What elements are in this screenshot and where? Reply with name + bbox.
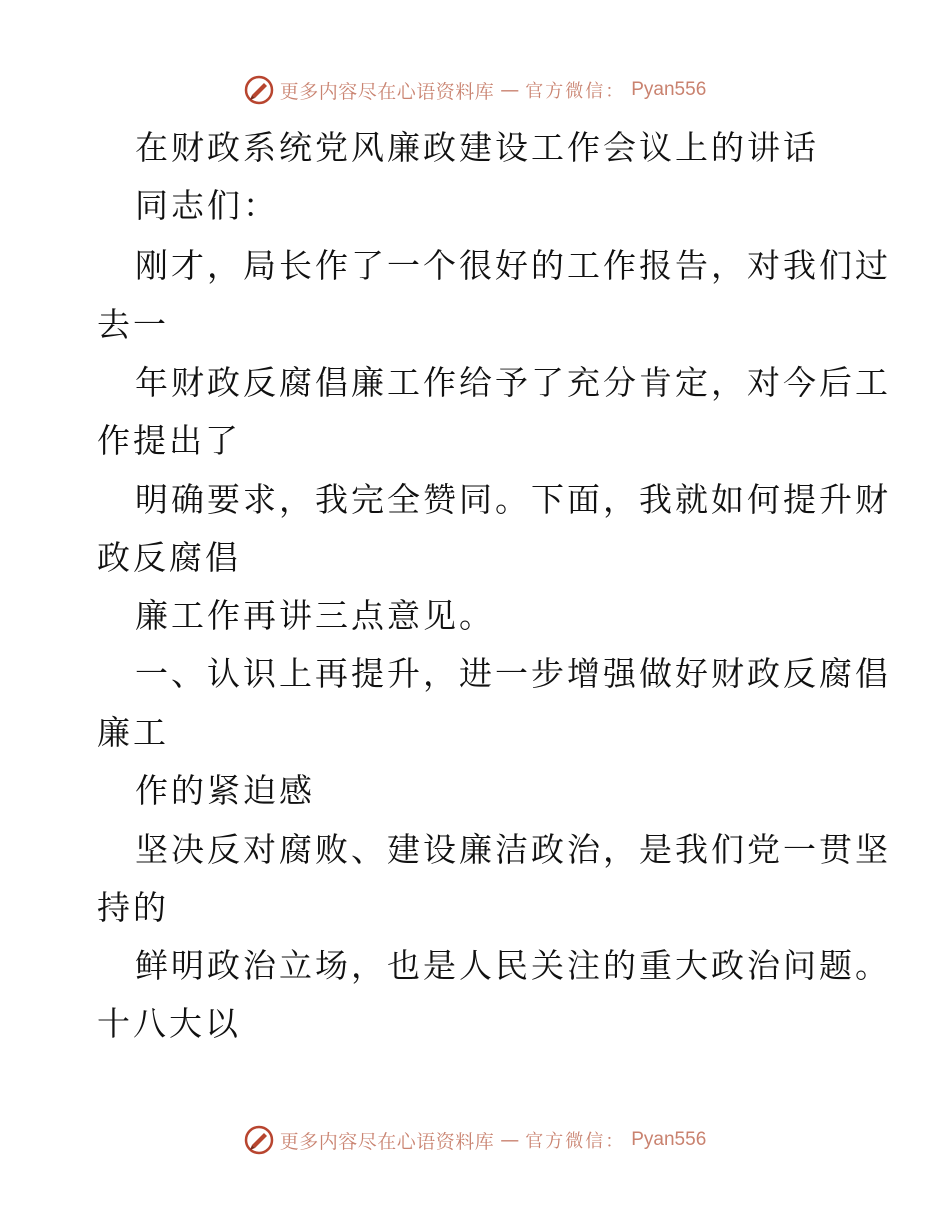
banner-wechat-id: Pyan556	[631, 1129, 707, 1150]
banner-wechat-label: 官方微信：	[525, 81, 626, 102]
salutation: 同志们：	[135, 186, 279, 225]
banner-wechat-label: 官方微信：	[525, 1131, 626, 1152]
footer-banner	[0, 1120, 950, 1160]
text-line: 鲜明政治立场，也是人民关注的重大政治问题。	[135, 946, 891, 985]
section-heading-cont: 廉工	[97, 713, 169, 752]
text-line: 持的	[97, 888, 169, 927]
text-line: 刚才，局长作了一个很好的工作报告，对我们过	[135, 246, 891, 285]
text-line: 政反腐倡	[97, 538, 241, 577]
text-line: 明确要求，我完全赞同。下面，我就如何提升财	[135, 480, 891, 519]
text-line: 去一	[97, 305, 169, 344]
banner-dash: —	[500, 1129, 520, 1151]
text-line: 十八大以	[97, 1004, 241, 1043]
banner-dash: —	[500, 79, 520, 101]
text-line: 作提出了	[97, 421, 241, 460]
banner-promo-text: 更多内容尽在心语资料库	[279, 1130, 495, 1153]
brand-logo-icon	[244, 1125, 274, 1155]
document-title: 在财政系统党风廉政建设工作会议上的讲话	[135, 128, 819, 167]
banner-wechat-id: Pyan556	[631, 79, 707, 100]
banner-promo-text: 更多内容尽在心语资料库	[279, 80, 495, 103]
text-line: 坚决反对腐败、建设廉洁政治，是我们党一贯坚	[135, 830, 891, 869]
section-heading-cont: 作的紧迫感	[135, 771, 315, 810]
text-line: 年财政反腐倡廉工作给予了充分肯定，对今后工	[135, 363, 891, 402]
text-line: 廉工作再讲三点意见。	[135, 596, 495, 635]
section-heading: 一、认识上再提升，进一步增强做好财政反腐倡	[135, 654, 891, 693]
